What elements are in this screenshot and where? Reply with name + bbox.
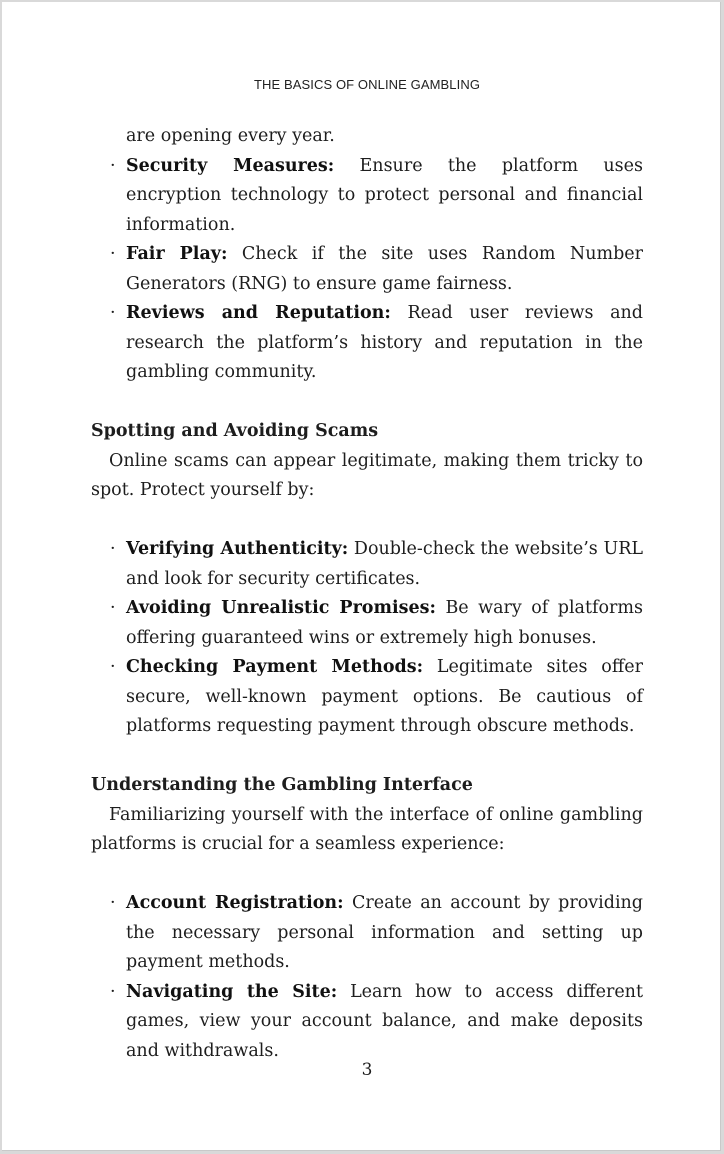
item-term: Avoiding Unrealistic Promises: <box>126 598 436 618</box>
item-term: Checking Payment Methods: <box>126 657 424 677</box>
page-number: 3 <box>361 1060 373 1080</box>
section-heading: Understanding the Gambling Interface <box>91 775 473 795</box>
bullet-icon: · <box>110 598 116 618</box>
item-text: Learn how to access different games, view your account balance, and make deposits and withdrawals. <box>126 981 643 1061</box>
item-term: Reviews and Reputation: <box>126 303 391 323</box>
item-text: Create an account by providing the necessary personal information and setting up payment methods. <box>126 893 644 972</box>
item-text: Read user reviews and research the platform’s history and reputation in the gambling community. <box>126 303 643 382</box>
item-term: Security Measures: <box>126 155 335 176</box>
bullet-icon: · <box>110 303 116 323</box>
running-head: THE BASICS OF ONLINE GAMBLING <box>253 77 481 92</box>
item-text: Legitimate sites offer secure, well-known payment options. Be cautious of platforms requesting payment through obscure methods. <box>126 657 643 736</box>
section-heading: Spotting and Avoiding Scams <box>91 421 379 441</box>
bullet-icon: · <box>110 244 116 264</box>
bullet-icon: · <box>110 657 116 677</box>
item-text: Ensure the platform uses encryption technology to protect personal and financial information. <box>126 155 643 235</box>
item-term: Verifying Authenticity: <box>126 539 349 559</box>
continuation-line: are opening every year. <box>126 126 335 146</box>
item-text: Double-check the website’s URL and look for security certificates. <box>126 539 643 589</box>
list-item <box>91 240 643 299</box>
bullet-icon: · <box>110 155 116 176</box>
item-text: Be wary of platforms offering guaranteed wins or extremely high bonuses. <box>126 598 643 648</box>
bullet-icon: · <box>110 981 116 1002</box>
item-term: Navigating the Site: <box>126 981 338 1002</box>
item-term: Fair Play: <box>126 244 228 264</box>
page-content <box>91 122 643 1066</box>
list-item <box>91 152 643 241</box>
list-item <box>91 594 643 653</box>
list-item <box>91 299 643 388</box>
document-page <box>2 2 721 1151</box>
list-item <box>91 889 643 978</box>
list-item <box>91 653 643 742</box>
list-item <box>91 978 643 1067</box>
item-text: Check if the site uses Random Number Generators (RNG) to ensure game fairness. <box>126 244 643 294</box>
section-paragraph: Online scams can appear legitimate, making them tricky to spot. Protect yourself by: <box>91 450 643 500</box>
section-paragraph: Familiarizing yourself with the interface of online gambling platforms is crucial for a seamless experience: <box>91 804 643 854</box>
list-item <box>91 535 643 594</box>
item-term: Account Registration: <box>126 893 344 913</box>
bullet-icon: · <box>110 893 116 913</box>
bullet-icon: · <box>110 539 116 559</box>
